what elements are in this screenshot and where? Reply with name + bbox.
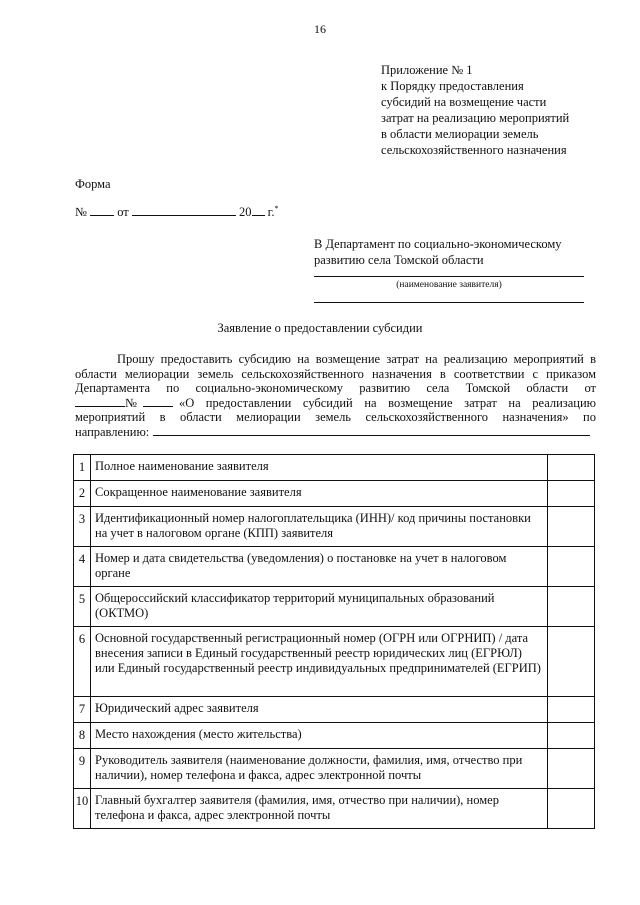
applicant-caption: (наименование заявителя) — [396, 280, 502, 290]
annex-line: Приложение № 1 — [381, 63, 473, 77]
table-row — [74, 507, 595, 547]
annex-line: в области мелиорации земель — [381, 127, 539, 141]
row-number: 10 — [74, 789, 91, 829]
row-value-cell[interactable] — [548, 627, 595, 697]
footnote-mark: * — [274, 204, 279, 213]
table-row — [74, 723, 595, 749]
annex-line: к Порядку предоставления — [381, 79, 524, 93]
table-row — [74, 455, 595, 481]
year-blank[interactable] — [252, 215, 265, 216]
row-value-cell[interactable] — [548, 789, 595, 829]
row-label: Идентификационный номер налогоплательщика (ИНН)/ код причины постановки на учет в налоговом органе (КПП) заявителя — [91, 507, 548, 547]
row-value-cell[interactable] — [548, 697, 595, 723]
body-line: Прошу предоставить субсидию на возмещение затрат на реализацию мероприятий в — [117, 352, 596, 366]
application-title: Заявление о предоставлении субсидии — [217, 321, 423, 335]
body-line — [75, 396, 596, 411]
row-number: 7 — [74, 697, 91, 723]
row-number: 8 — [74, 723, 91, 749]
row-value-cell[interactable] — [548, 749, 595, 789]
application-body — [75, 352, 596, 440]
annex-line: сельскохозяйственного назначения — [381, 143, 567, 157]
row-value-cell[interactable] — [548, 587, 595, 627]
page-number: 16 — [314, 22, 326, 36]
row-value-cell[interactable] — [548, 455, 595, 481]
addressee-line: В Департамент по социально-экономическому — [314, 237, 562, 251]
from-label: от — [117, 205, 129, 220]
row-number: 5 — [74, 587, 91, 627]
row-label: Основной государственный регистрационный номер (ОГРН или ОГРНИП) / дата внесения записи в Единый государственный реестр юридических лиц (ЕГРЮЛ) или Единый государственный реестр индивидуальных предпринимателей (ЕГРИП) — [91, 627, 548, 697]
form-label: Форма — [75, 177, 111, 191]
direction-blank[interactable] — [153, 435, 590, 436]
row-label: Полное наименование заявителя — [91, 455, 548, 481]
body-line — [75, 425, 596, 440]
row-label: Общероссийский классификатор территорий муниципальных образований (ОКТМО) — [91, 587, 548, 627]
row-number: 6 — [74, 627, 91, 697]
year-suffix: г. — [267, 205, 275, 220]
addressee-block — [314, 236, 562, 268]
row-value-cell[interactable] — [548, 723, 595, 749]
row-number: 9 — [74, 749, 91, 789]
row-label: Главный бухгалтер заявителя (фамилия, имя, отчество при наличии), номер телефона и факса, адрес электронной почты — [91, 789, 548, 829]
table-row — [74, 587, 595, 627]
table-row — [74, 749, 595, 789]
row-label: Место нахождения (место жительства) — [91, 723, 548, 749]
applicant-info-table — [73, 454, 595, 829]
applicant-name-line[interactable] — [314, 276, 584, 277]
row-label: Номер и дата свидетельства (уведомления) о постановке на учет в налоговом органе — [91, 547, 548, 587]
table-row — [74, 697, 595, 723]
row-label: Руководитель заявителя (наименование должности, фамилия, имя, отчество при наличии), номер телефона и факса, адрес электронной почты — [91, 749, 548, 789]
order-number-sign: № — [125, 395, 137, 410]
form-number-line — [75, 204, 278, 220]
addressee-line: развитию села Томской области — [314, 253, 484, 267]
order-date-blank[interactable] — [75, 406, 125, 407]
row-value-cell[interactable] — [548, 481, 595, 507]
table-row — [74, 789, 595, 829]
table-row — [74, 481, 595, 507]
row-number: 3 — [74, 507, 91, 547]
annex-line: затрат на реализацию мероприятий — [381, 111, 570, 125]
body-line: Департамента по социально-экономическому развитию села Томской области от — [75, 381, 596, 396]
row-number: 2 — [74, 481, 91, 507]
year-prefix: 20 — [239, 205, 252, 220]
direction-label: направлению: — [75, 424, 150, 439]
applicant-name-line-2[interactable] — [314, 302, 584, 303]
row-value-cell[interactable] — [548, 547, 595, 587]
table-row — [74, 627, 595, 697]
number-sign: № — [75, 205, 87, 220]
date-blank[interactable] — [132, 215, 236, 216]
row-label: Юридический адрес заявителя — [91, 697, 548, 723]
body-line: области мелиорации земель сельскохозяйственного назначения в соответствии с приказом — [75, 366, 596, 381]
table-row — [74, 547, 595, 587]
body-line: мероприятий в области мелиорации земель сельскохозяйственного назначения» по — [75, 410, 596, 425]
annex-heading — [381, 62, 569, 158]
row-value-cell[interactable] — [548, 507, 595, 547]
number-blank[interactable] — [90, 215, 114, 216]
row-label: Сокращенное наименование заявителя — [91, 481, 548, 507]
row-number: 4 — [74, 547, 91, 587]
row-number: 1 — [74, 455, 91, 481]
annex-line: субсидий на возмещение части — [381, 95, 547, 109]
order-number-blank[interactable] — [143, 406, 173, 407]
order-title: «О предоставлении субсидий на возмещение затрат на реализацию — [178, 395, 596, 410]
